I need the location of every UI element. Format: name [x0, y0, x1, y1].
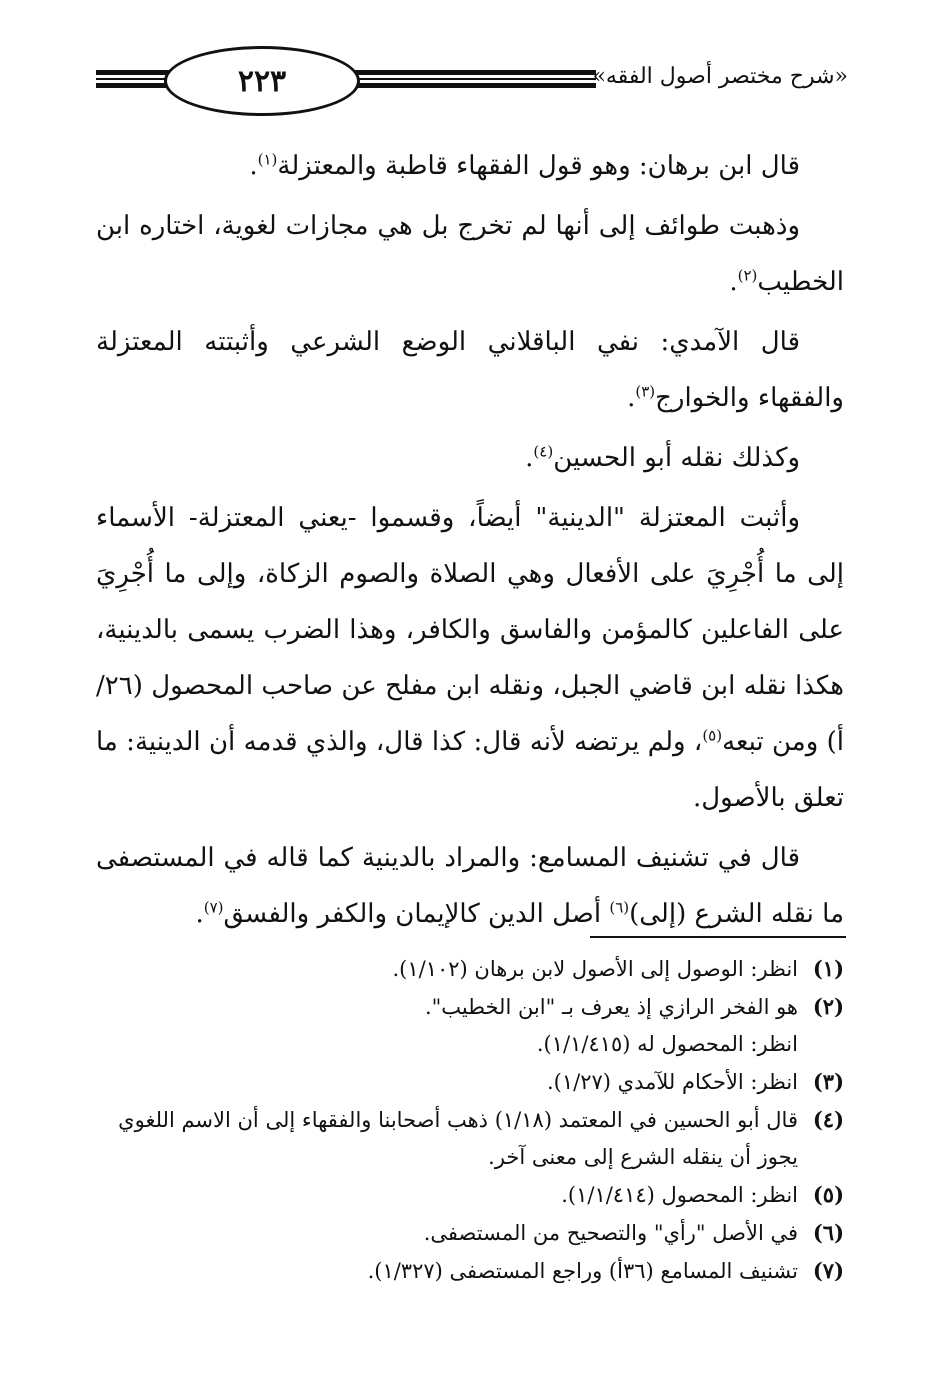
footnote-text: في الأصل "رأي" والتصحيح من المستصفى. — [423, 1221, 798, 1245]
paragraph-text: . — [525, 443, 534, 473]
footnote-number: (٧) — [812, 1258, 844, 1283]
footnote-text: تشنيف المسامع (٣٦أ) وراجع المستصفى (١/٣٢٧). — [367, 1259, 798, 1283]
footnote-ref: (٦) — [609, 898, 630, 917]
paragraph-text: قال ابن برهان: وهو قول الفقهاء قاطبة والمعتزلة — [277, 151, 800, 181]
paragraph-text: . — [627, 383, 636, 413]
page-header — [96, 46, 848, 118]
footnote-text: انظر: المحصول (١/١/٤١٤). — [561, 1183, 798, 1207]
paragraph — [96, 314, 844, 426]
footnote-text: انظر: الأحكام للآمدي (١/٢٧). — [546, 1070, 798, 1094]
footnote-continuation — [96, 1026, 844, 1063]
paragraph-text: وكذلك نقله أبو الحسين — [553, 443, 800, 473]
footnote — [96, 1101, 844, 1176]
footnote — [96, 1252, 844, 1290]
paragraph-text: . — [729, 267, 738, 297]
footnote-ref: (٥) — [702, 726, 723, 745]
footnote-number: (١) — [812, 956, 844, 981]
paragraph-text: قال الآمدي: نفي الباقلاني الوضع الشرعي وأثبتته المعتزلة والفقهاء والخوارج — [96, 327, 844, 413]
footnote-ref: (٧) — [203, 898, 224, 917]
footnote — [96, 1176, 844, 1214]
footnote-text: هو الفخر الرازي إذ يعرف بـ "ابن الخطيب". — [424, 995, 798, 1019]
page-number: ٢٢٣ — [164, 46, 360, 116]
footnote-text: انظر: المحصول له (١/١/٤١٥). — [536, 1032, 798, 1056]
paragraph — [96, 830, 844, 942]
paragraph-text: ، ولم يرتضه لأنه قال: كذا قال، والذي قدمه أن الدينية: ما تعلق بالأصول. — [96, 727, 844, 813]
paragraph-text: . — [195, 899, 204, 929]
footnote — [96, 1063, 844, 1101]
paragraph-text: . — [249, 151, 258, 181]
paragraph-text: وأثبت المعتزلة "الدينية" أيضاً، وقسموا -يعني المعتزلة- الأسماء إلى ما أُجْرِيَ على الأفعال وهي الصلاة والصوم الزكاة، وإلى ما أُجْرِيَ على الفاعلين كالمؤمن والفاسق والكافر، وهذا الضرب يسمى بالدينية، هكذا نقله ابن قاضي الجبل، ونقله ابن مفلح عن صاحب المحصول (٢٦/أ) ومن تبعه — [96, 503, 844, 757]
footnote — [96, 1214, 844, 1252]
footnote-text: قال أبو الحسين في المعتمد (١/١٨) ذهب أصحابنا والفقهاء إلى أن الاسم اللغوي يجوز أن ينقله الشرع إلى معنى آخر. — [118, 1108, 798, 1169]
body-text — [96, 138, 844, 946]
footnote-number: (٥) — [812, 1182, 844, 1207]
footnote-number: (٦) — [812, 1220, 844, 1245]
footnote-number: (٢) — [812, 994, 844, 1019]
footnote-divider — [590, 936, 846, 938]
paragraph-text: أصل الدين كالإيمان والكفر والفسق — [223, 899, 610, 929]
paragraph — [96, 198, 844, 310]
paragraph — [96, 430, 844, 486]
footnote — [96, 988, 844, 1026]
footnote-ref: (٤) — [533, 442, 554, 461]
footnote-number: (٤) — [812, 1107, 844, 1132]
paragraph-text: قال في تشنيف المسامع: والمراد بالدينية كما قاله في المستصفى ما نقله الشرع (إلى) — [96, 843, 844, 929]
footnote-text: انظر: الوصول إلى الأصول لابن برهان (١/١٠٢). — [392, 957, 798, 981]
paragraph-text: وذهبت طوائف إلى أنها لم تخرج بل هي مجازات لغوية، اختاره ابن الخطيب — [96, 211, 844, 297]
running-title: «شرح مختصر أصول الفقه» — [592, 64, 848, 89]
footnote-ref: (١) — [257, 150, 278, 169]
footnote — [96, 950, 844, 988]
footnote-number: (٣) — [812, 1069, 844, 1094]
paragraph — [96, 490, 844, 826]
footnote-ref: (٢) — [737, 266, 758, 285]
footnote-ref: (٣) — [635, 382, 656, 401]
footnotes — [96, 950, 844, 1290]
paragraph — [96, 138, 844, 194]
